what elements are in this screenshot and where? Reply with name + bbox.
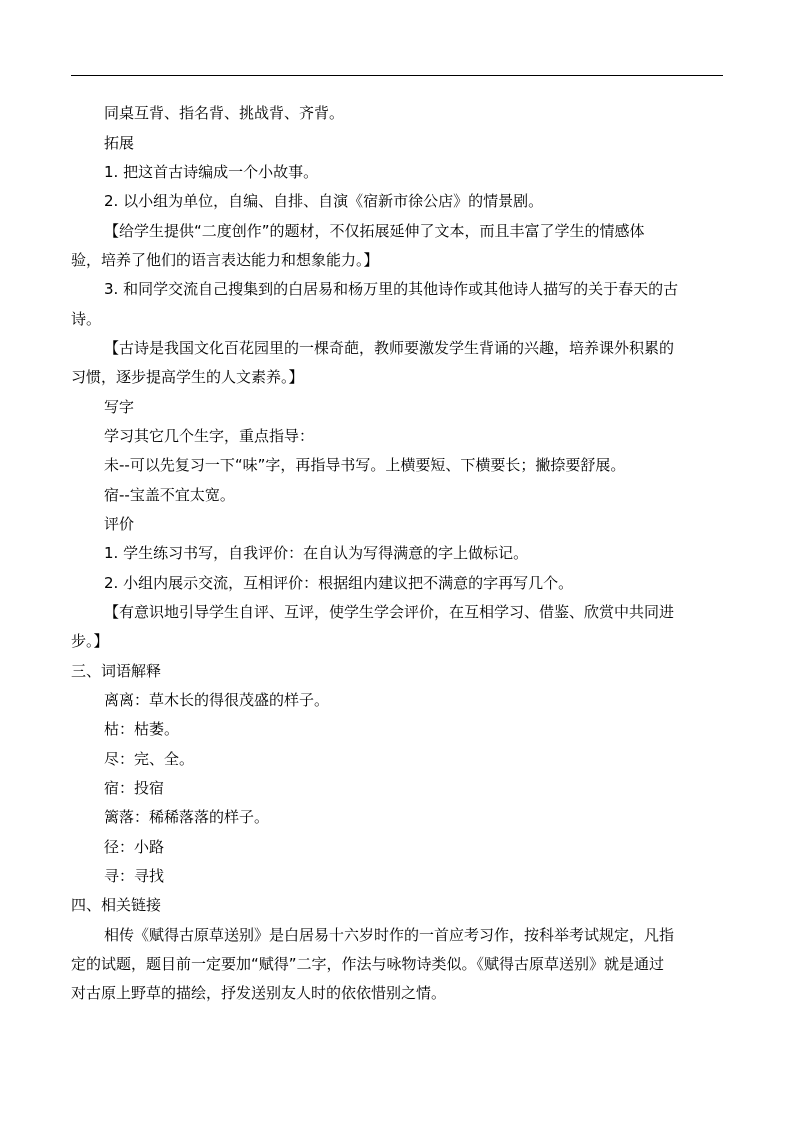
writing-heading: 写字 [104,398,135,416]
related-link-line-2: 定的试题，题目前一定要加“赋得”二字，作法与咏物诗类似。《赋得古原草送别》就是通过 [71,955,665,973]
glossary-jin: 尽：完、全。 [104,750,195,768]
writing-instruction: 学习其它几个生字，重点指导： [104,427,315,445]
teacher-note-1-line-1: 【给学生提供“二度创作”的题材，不仅拓展延伸了文本，而且丰富了学生的情感体 [104,222,645,240]
extension-item-3-line-2: 诗。 [71,310,102,328]
extension-item-3-line-1: 3. 和同学交流自己搜集到的白居易和杨万里的其他诗作或其他诗人描写的关于春天的古 [104,280,679,298]
glossary-su: 宿：投宿 [104,779,165,797]
glossary-ku: 枯：枯萎。 [104,720,180,738]
extension-item-1: 1. 把这首古诗编成一个小故事。 [104,163,319,181]
glossary-liluo: 篱落：稀稀落落的样子。 [104,808,270,826]
glossary-lili: 离离：草木长的得很茂盛的样子。 [104,691,330,709]
teacher-note-3-line-2: 步。】 [71,632,109,650]
glossary-xun: 寻：寻找 [104,867,165,885]
evaluation-heading: 评价 [104,515,135,533]
teacher-note-2-line-1: 【古诗是我国文化百花园里的一棵奇葩，教师要激发学生背诵的兴趣，培养课外积累的 [104,339,675,357]
teacher-note-3-line-1: 【有意识地引导学生自评、互评，使学生学会评价，在互相学习、借鉴、欣赏中共同进 [104,603,675,621]
header-rule [71,75,723,76]
evaluation-item-2: 2. 小组内展示交流，互相评价：根据组内建议把不满意的字再写几个。 [104,574,574,592]
related-link-line-1: 相传《赋得古原草送别》是白居易十六岁时作的一首应考习作，按科举考试规定，凡指 [104,926,675,944]
teacher-note-1-line-2: 验，培养了他们的语言表达能力和想象能力。】 [71,251,379,269]
recitation-methods-line: 同桌互背、指名背、挑战背、齐背。 [104,104,345,122]
writing-guide-wei: 未--可以先复习一下“味”字，再指导书写。上横要短、下横要长；撇捺要舒展。 [104,456,626,474]
writing-guide-su: 宿--宝盖不宜太宽。 [104,486,235,504]
extension-item-2: 2. 以小组为单位，自编、自排、自演《宿新市徐公店》的情景剧。 [104,192,544,210]
extension-heading: 拓展 [104,134,135,152]
glossary-jing: 径：小路 [104,838,165,856]
related-link-line-3: 对古原上野草的描绘，抒发送别友人时的依依惜别之情。 [71,984,447,1002]
section-4-heading: 四、相关链接 [71,896,162,914]
section-3-heading: 三、词语解释 [71,662,162,680]
evaluation-item-1: 1. 学生练习书写，自我评价：在自认为写得满意的字上做标记。 [104,544,529,562]
teacher-note-2-line-2: 习惯，逐步提高学生的人文素养。】 [71,368,304,386]
